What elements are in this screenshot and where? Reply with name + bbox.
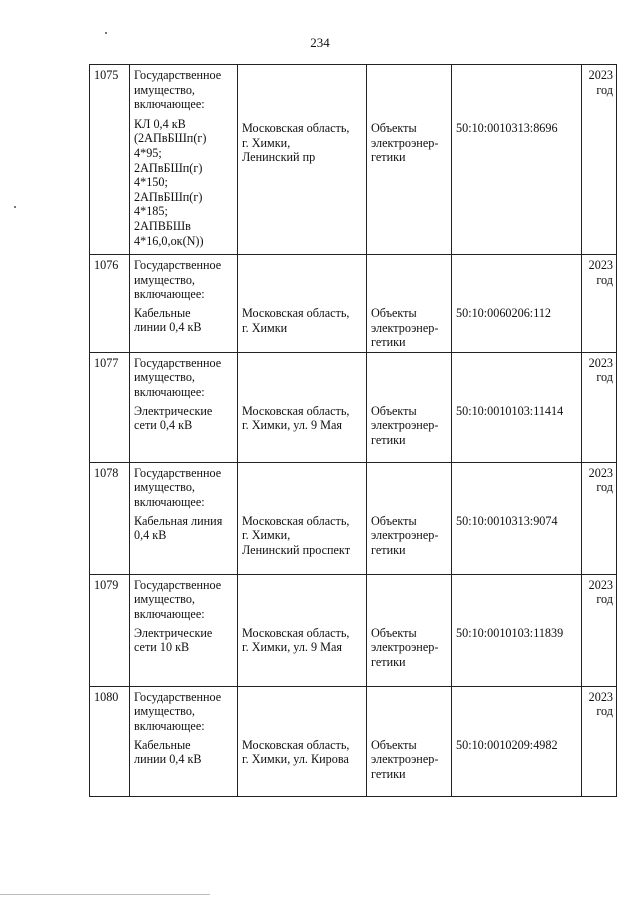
asset-name-line: Кабельная линия	[134, 513, 223, 528]
asset-name-line: сети 10 кВ	[134, 640, 190, 655]
property-registry	[89, 64, 616, 797]
address-cell	[238, 65, 367, 255]
address-line: г. Химки, ул. Кирова	[242, 752, 349, 767]
description-cell	[130, 352, 238, 462]
description-heading-line: включающее:	[134, 494, 205, 509]
year-cell	[582, 574, 617, 686]
row-number-cell	[90, 65, 130, 255]
description-cell	[130, 255, 238, 353]
category-line: электроэнер-	[371, 640, 439, 655]
category-cell	[367, 574, 452, 686]
table-row	[90, 574, 617, 686]
cadastral-number-cell	[452, 686, 582, 796]
line-spacer	[242, 466, 363, 514]
description-heading-line: имущество,	[134, 272, 195, 287]
description-heading-line: включающее:	[134, 606, 205, 621]
description-cell	[130, 65, 238, 255]
asset-name-line: 4*150;	[134, 175, 168, 190]
description-heading-line: включающее:	[134, 97, 205, 112]
description-heading-line: включающее:	[134, 384, 205, 399]
line-spacer	[242, 68, 363, 121]
category-line: Объекты	[371, 625, 417, 640]
asset-name-line: 4*185;	[134, 204, 168, 219]
category-line: электроэнер-	[371, 135, 439, 150]
asset-name-line: линии 0,4 кВ	[134, 752, 202, 767]
year-cell	[582, 686, 617, 796]
line-spacer	[371, 356, 448, 404]
scan-speck	[105, 32, 107, 34]
category-line: гетики	[371, 766, 406, 781]
description-heading-line: имущество,	[134, 82, 195, 97]
description-heading-line: Государственное	[134, 465, 222, 480]
category-cell	[367, 462, 452, 574]
cadastral-number: 50:10:0060206:112	[456, 306, 552, 320]
cadastral-number: 50:10:0010209:4982	[456, 737, 558, 752]
row-number: 1077	[94, 355, 119, 370]
line-spacer	[242, 258, 363, 306]
page-number: 234	[310, 35, 330, 50]
year-cell	[582, 352, 617, 462]
line-spacer	[371, 578, 448, 626]
year-line: год	[596, 704, 613, 719]
line-spacer	[242, 690, 363, 738]
category-line: Объекты	[371, 737, 417, 752]
description-cell	[130, 574, 238, 686]
asset-name-line: (2АПвБШп(г)	[134, 131, 207, 146]
address-line: Московская область,	[242, 403, 350, 418]
year-line: 2023	[588, 355, 613, 370]
category-line: Объекты	[371, 121, 417, 135]
category-line: электроэнер-	[371, 752, 439, 767]
row-number-cell	[90, 255, 130, 353]
category-line: гетики	[371, 432, 406, 447]
row-number-cell	[90, 686, 130, 796]
line-spacer	[456, 578, 578, 626]
row-number: 1076	[94, 258, 119, 272]
asset-name-line: сети 0,4 кВ	[134, 418, 193, 433]
category-line: Объекты	[371, 403, 417, 418]
cadastral-number: 50:10:0010103:11839	[456, 625, 564, 640]
asset-name-line: 2АПвБШп(г)	[134, 160, 203, 175]
asset-name-line: линии 0,4 кВ	[134, 320, 202, 335]
line-spacer	[456, 68, 578, 121]
description-heading-line: имущество,	[134, 370, 195, 385]
year-line: год	[596, 272, 613, 287]
description-cell	[130, 462, 238, 574]
category-line: Объекты	[371, 513, 417, 528]
address-line: Московская область,	[242, 625, 350, 640]
description-heading-line: имущество,	[134, 592, 195, 607]
year-cell	[582, 462, 617, 574]
registry-body	[90, 65, 617, 797]
cadastral-number: 50:10:0010313:8696	[456, 121, 558, 135]
asset-name-line: 4*95;	[134, 145, 162, 160]
address-line: г. Химки, ул. 9 Мая	[242, 640, 343, 655]
line-spacer	[371, 466, 448, 514]
address-line: г. Химки	[242, 320, 288, 335]
asset-name-line: Электрические	[134, 625, 213, 640]
row-number-cell	[90, 352, 130, 462]
cadastral-number-cell	[452, 352, 582, 462]
year-line: 2023	[588, 577, 613, 592]
row-number-cell	[90, 462, 130, 574]
address-line: Московская область,	[242, 513, 350, 528]
table-row	[90, 255, 617, 353]
row-number: 1079	[94, 577, 119, 592]
asset-name-line: 2АПвБШп(г)	[134, 189, 203, 204]
asset-name-line: 0,4 кВ	[134, 528, 167, 543]
year-line: 2023	[588, 258, 613, 272]
address-cell	[238, 462, 367, 574]
category-line: электроэнер-	[371, 418, 439, 433]
table-row	[90, 65, 617, 255]
description-heading-line: Государственное	[134, 258, 222, 272]
year-line: 2023	[588, 465, 613, 480]
address-line: Московская область,	[242, 737, 350, 752]
table-row	[90, 686, 617, 796]
address-cell	[238, 686, 367, 796]
asset-name-line: 2АПВБШв	[134, 218, 191, 233]
line-spacer	[371, 68, 448, 121]
asset-name-line: Кабельные	[134, 737, 191, 752]
asset-name-line: Кабельные	[134, 305, 191, 320]
table-row	[90, 462, 617, 574]
description-heading-line: Государственное	[134, 577, 222, 592]
cadastral-number-cell	[452, 462, 582, 574]
category-line: гетики	[371, 335, 406, 350]
line-spacer	[456, 690, 578, 738]
description-heading-line: имущество,	[134, 704, 195, 719]
category-line: гетики	[371, 150, 406, 165]
row-number: 1078	[94, 465, 119, 480]
category-line: гетики	[371, 654, 406, 669]
line-spacer	[456, 466, 578, 514]
table-row	[90, 352, 617, 462]
category-line: Объекты	[371, 306, 417, 320]
line-spacer	[242, 356, 363, 404]
category-line: электроэнер-	[371, 320, 439, 335]
category-cell	[367, 255, 452, 353]
cadastral-number: 50:10:0010313:9074	[456, 513, 558, 528]
row-number: 1075	[94, 68, 119, 82]
cadastral-number-cell	[452, 574, 582, 686]
description-heading-line: включающее:	[134, 287, 205, 302]
address-cell	[238, 255, 367, 353]
cadastral-number: 50:10:0010103:11414	[456, 403, 564, 418]
address-line: Московская область,	[242, 121, 350, 135]
category-cell	[367, 65, 452, 255]
row-number: 1080	[94, 689, 119, 704]
year-line: год	[596, 480, 613, 495]
category-line: гетики	[371, 542, 406, 557]
address-line: Московская область,	[242, 306, 350, 320]
description-heading-line: имущество,	[134, 480, 195, 495]
line-spacer	[242, 578, 363, 626]
cadastral-number-cell	[452, 65, 582, 255]
year-line: год	[596, 82, 613, 97]
category-line: электроэнер-	[371, 528, 439, 543]
scan-speck	[14, 206, 16, 208]
address-cell	[238, 574, 367, 686]
description-heading-line: включающее:	[134, 718, 205, 733]
cadastral-number-cell	[452, 255, 582, 353]
address-line: Ленинский проспект	[242, 542, 351, 557]
address-line: г. Химки, ул. 9 Мая	[242, 418, 343, 433]
registry-table	[89, 64, 617, 797]
asset-name-line: Электрические	[134, 403, 213, 418]
year-line: год	[596, 592, 613, 607]
description-cell	[130, 686, 238, 796]
asset-name-line: КЛ 0,4 кВ	[134, 116, 186, 131]
line-spacer	[456, 258, 578, 306]
line-spacer	[371, 258, 448, 306]
scan-edge-line	[0, 894, 210, 895]
asset-name-line: 4*16,0,ок(N))	[134, 233, 204, 248]
year-cell	[582, 255, 617, 353]
category-cell	[367, 352, 452, 462]
address-line: г. Химки,	[242, 528, 291, 543]
year-line: 2023	[588, 68, 613, 82]
address-line: Ленинский пр	[242, 150, 316, 165]
line-spacer	[371, 690, 448, 738]
year-line: 2023	[588, 689, 613, 704]
address-line: г. Химки,	[242, 135, 291, 150]
description-heading-line: Государственное	[134, 355, 222, 370]
address-cell	[238, 352, 367, 462]
description-heading-line: Государственное	[134, 689, 222, 704]
year-cell	[582, 65, 617, 255]
line-spacer	[456, 356, 578, 404]
year-line: год	[596, 370, 613, 385]
category-cell	[367, 686, 452, 796]
row-number-cell	[90, 574, 130, 686]
description-heading-line: Государственное	[134, 68, 222, 82]
